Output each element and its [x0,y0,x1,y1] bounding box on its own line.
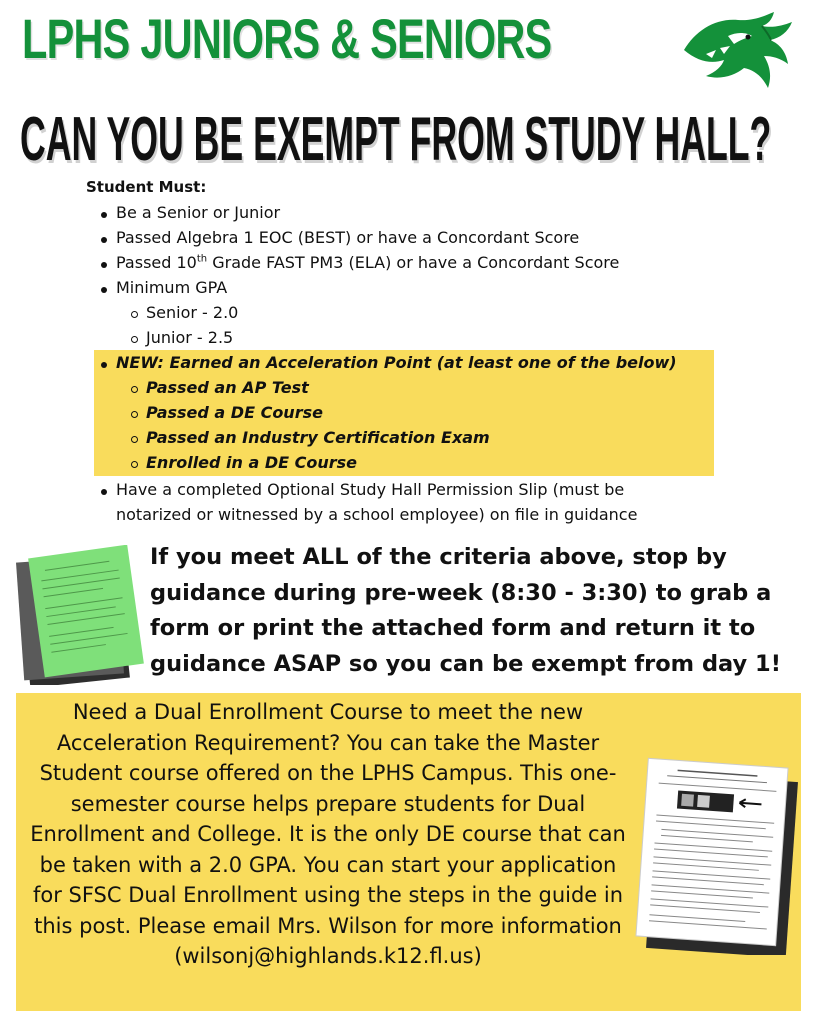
headline-question: CAN YOU BE EXEMPT FROM STUDY HALL? [20,105,772,174]
requirement-minimum-gpa: Minimum GPA [116,278,228,297]
requirement-ela-text: Passed 10 [116,253,197,272]
requirement-ela-fast [116,253,619,272]
bullet-icon [101,212,107,218]
requirement-acceleration-point: NEW: Earned an Acceleration Point (at least one of the below) [116,353,677,372]
acceleration-de-enrolled: Enrolled in a DE Course [146,453,358,472]
requirement-permission-slip-cont: notarized or witnessed by a school employee) on file in guidance [116,505,638,524]
page-title: LPHS JUNIORS & SENIORS [22,7,552,70]
acceleration-industry-cert: Passed an Industry Certification Exam [146,428,490,447]
application-guide-document-icon [632,755,800,955]
dual-enrollment-text: Need a Dual Enrollment Course to meet the new Acceleration Requirement? You can take the Master Student course offered on the LPHS Campus. This one-semester course helps prepare students for Dual Enrollment and College. It is the only DE course that can be taken with a 2.0 GPA. You can start your application for SFSC Dual Enrollment using the steps in the guide in this post. Please email Mrs. Wilson for more information (wilsonj@highlands.k12.fl.us) [30,700,626,968]
sub-bullet-icon [131,411,138,418]
requirement-permission-slip: Have a completed Optional Study Hall Permission Slip (must be [116,480,625,499]
permission-slip-document-icon [16,545,146,685]
sub-bullet-icon [131,336,138,343]
gpa-senior: Senior - 2.0 [146,303,239,322]
call-to-action: If you meet ALL of the criteria above, stop by guidance during pre-week (8:30 - 3:30) to grab a form or print the attached form and return it to guidance ASAP so you can be exempt from day 1! [150,544,781,677]
bullet-icon [101,237,107,243]
bullet-icon [101,262,107,268]
acceleration-ap-test: Passed an AP Test [146,378,309,397]
sub-bullet-icon [131,436,138,443]
sub-bullet-icon [131,386,138,393]
bullet-icon [101,489,107,495]
sub-bullet-icon [131,461,138,468]
requirement-grade-level: Be a Senior or Junior [116,203,281,222]
bullet-icon [101,362,107,368]
green-dragon-mascot-icon [676,10,798,90]
sub-bullet-icon [131,311,138,318]
requirements-heading: Student Must: [86,178,207,196]
bullet-icon [101,287,107,293]
ordinal-suffix: th [196,253,208,265]
gpa-junior: Junior - 2.5 [146,328,234,347]
requirement-ela-text-end: Grade FAST PM3 (ELA) or have a Concordant Score [207,253,620,272]
requirement-algebra-eoc: Passed Algebra 1 EOC (BEST) or have a Concordant Score [116,228,580,247]
acceleration-de-course: Passed a DE Course [146,403,323,422]
